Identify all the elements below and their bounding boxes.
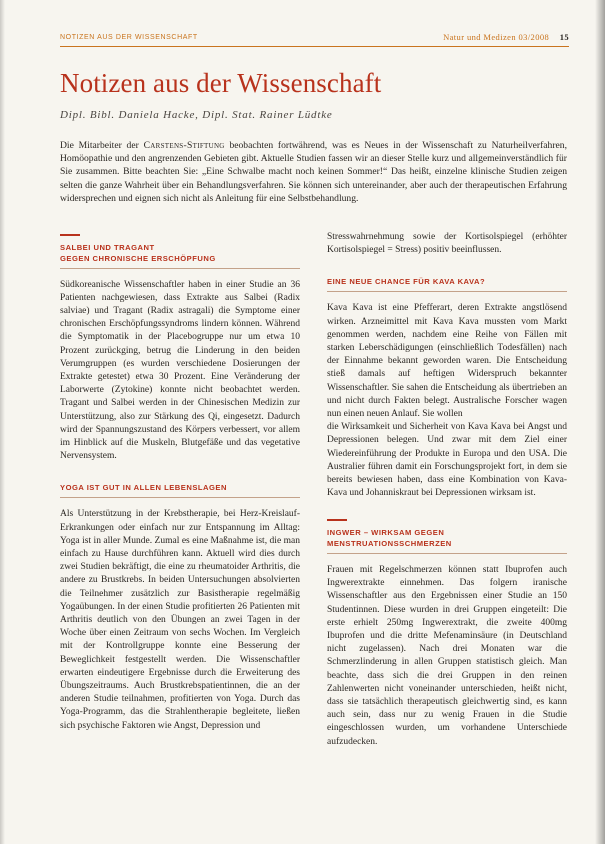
article-intro (60, 139, 567, 205)
article-title: Notizen aus der Wissenschaft (60, 68, 382, 98)
section-rule (327, 291, 567, 292)
section-heading-yoga: YOGA IST GUT IN ALLEN LEBENSLAGEN (60, 483, 227, 493)
magazine-issue: Natur und Medizen 03/2008 (443, 32, 550, 42)
page-number: 15 (559, 32, 569, 42)
running-header-right (443, 32, 569, 42)
section-heading-salbei-line1: SALBEI UND TRAGANT (60, 242, 155, 252)
section-heading-kava: EINE NEUE CHANCE FÜR KAVA KAVA? (327, 277, 486, 287)
section-text-yoga-continued: Stresswahrnehmung sowie der Kortisolspiegel (erhöhter Kortisolspiegel = Stress) positiv beeinflussen. (327, 232, 567, 256)
section-text-kava-1: Kava Kava ist eine Pfefferart, deren Extrakte angstlösend wirken. Arzneimittel mit Kava Kava mussten vom Markt genommen werden, nachdem eine Reihe von Fällen mit starken Leberschädigungen (einschließlich Todesfällen) nach der Einnahme bekannt geworden waren. Die Entscheidung stieß damals auf heftigen Widerspruch bekannter Wissenschaftler. Sie sahen die Entscheidung als übertrieben an und nicht durch Fakten belegt. Australische Forscher wagen nun einen neuen Anlauf. Sie wollen (327, 303, 567, 420)
right-column (327, 231, 567, 749)
section-rule (60, 497, 300, 498)
left-column (60, 231, 300, 733)
intro-lead: Die Mitarbeiter der (60, 140, 144, 151)
page-edge-shadow (595, 0, 605, 844)
running-header-left: NOTIZEN AUS DER WISSENSCHAFT (60, 34, 198, 41)
section-text-salbei: Südkoreanische Wissenschaftler haben in einer Studie an 36 Patienten nachgewiesen, dass Extrakte aus Salbei (Radix salviae) und Tragant (Radix astragali) die Symptome einer chronischen Erschöpfungssyndroms lindern können. Während die Symptomatik in der Placebogruppe nur um etwa 10 Prozent zurückging, betrug die Linderung in den beiden Verumgruppen (es wurden verschiedene Dosierungen der Extrakte getestet) etwa 30 Prozent. Eine Veränderung der Laborwerte (Zytokine) konnte nicht beobachtet werden. Tragant und Salbei werden in der Chinesischen Medizin zur Unterstützung, also zur Stärkung des Qi, eingesetzt. Dadurch wird der Spannungszustand des Körpers verbessert, vor allem im Hinblick auf die Muskeln, Blutgefäße und das vegetative Nervensystem. (60, 279, 300, 462)
section-heading-ingwer (327, 516, 567, 549)
section-text-ingwer: Frauen mit Regelschmerzen können statt Ibuprofen auch Ingwerextrakte einnehmen. Das folgern iranische Wissenschaftler aus den Ergebnissen einer Studie an 150 Studentinnen. Diese wurden in drei Gruppen eingeteilt: Die erste erhielt 250mg Ingwerextrakt, die zweite 400mg Ibuprofen und die dritte Mefenaminsäure (in Deutschland nicht zugelassen). Nach drei Monaten war die Schmerzlinderung in allen Gruppen statistisch gleich. Man beachte, dass sich die drei Gruppen in den reinen Zahlenwerten nicht voneinander unterschieden, heißt nicht, dass sie tatsächlich therapeutisch gleichwertig sind, es kann auch sein, dass nur zu wenig Frauen in die Studie eingeschlossen wurden, um vorhandene Unterschiede aufzudecken. (327, 564, 567, 747)
section-text-yoga: Als Unterstützung in der Krebstherapie, bei Herz-Kreislauf-Erkrankungen oder einfach nur zur Entspannung im Alltag: Yoga ist in aller Munde. Zumal es eine Maßnahme ist, die man einfach zu Hause durchführen kann. Aktuell wird dies durch zwei Studien bekräftigt, die eine zu rheumatoider Arthritis, die andere zu Brustkrebs. In beiden Untersuchungen absolvierten die Teilnehmer zusätzlich zur Basistherapie regelmäßig Yogaübungen. In der einen Studie profitierten 26 Patienten mit Arthritis deutlich von den Übungen an zwei Tagen in der Woche über einen Zeitraum von sechs Wochen. Im Vergleich mit der Kontrollgruppe konnte eine Besserung der Beweglichkeit festgestellt werden. Die Wissenschaftler erwarten eindeutigere Ergebnisse durch die Erweiterung des Übungszeitraums. Auch Brustkrebspatientinnen, die an der anderen Studie teilnahmen, profitierten von Yoga. Durch das Yoga-Programm, das die Strahlentherapie begleitete, ließen sich psychische Faktoren wie Angst, Depression und (60, 509, 300, 731)
page-fold-shadow (0, 0, 5, 844)
article-authors: Dipl. Bibl. Daniela Hacke, Dipl. Stat. Rainer Lüdtke (60, 109, 333, 121)
section-rule (327, 553, 567, 554)
intro-rest: beobachten fortwährend, was es Neues in der Wissenschaft zu Naturheilverfahren, Homöopathie und den angrenzenden Gebieten gibt. Aktuelle Studien fassen wir an dieser Stelle kurz und allgemeinverständlich für Sie zusammen. Bitte beachten Sie: „Eine Schwalbe macht noch keinen Sommer!“ Das heißt, einzelne klinische Studien zeigen selten die ganze Wahrheit über ein Behandlungsverfahren. Sie können sich untereinander, aber auch der therapeutischen Erfahrung widersprechen und eignen sich nicht als Anleitung für eine Selbstbehandlung. (60, 140, 567, 204)
section-heading-salbei-line2: GEGEN CHRONISCHE ERSCHÖPFUNG (60, 253, 216, 263)
header-rule (60, 46, 569, 47)
section-heading-ingwer-line1: INGWER – WIRKSAM GEGEN (327, 527, 445, 537)
section-heading-ingwer-line2: MENSTRUATIONSSCHMERZEN (327, 538, 452, 548)
section-rule (60, 268, 300, 269)
intro-organization: Carstens-Stiftung (143, 140, 225, 151)
section-text-kava-2: die Wirksamkeit und Sicherheit von Kava Kava bei Angst und Depressionen belegen. Und zwar mit dem Ziel einer Wiedereinführung der Produkte in Europa und den USA. Die Australier führen damit ein Forschungsprojekt fort, in dem sie bereits bewiesen haben, dass eine Kombination von Kava-Kava und Johanniskraut bei Depressionen wirksam ist. (327, 422, 567, 499)
section-heading-salbei (60, 231, 300, 264)
